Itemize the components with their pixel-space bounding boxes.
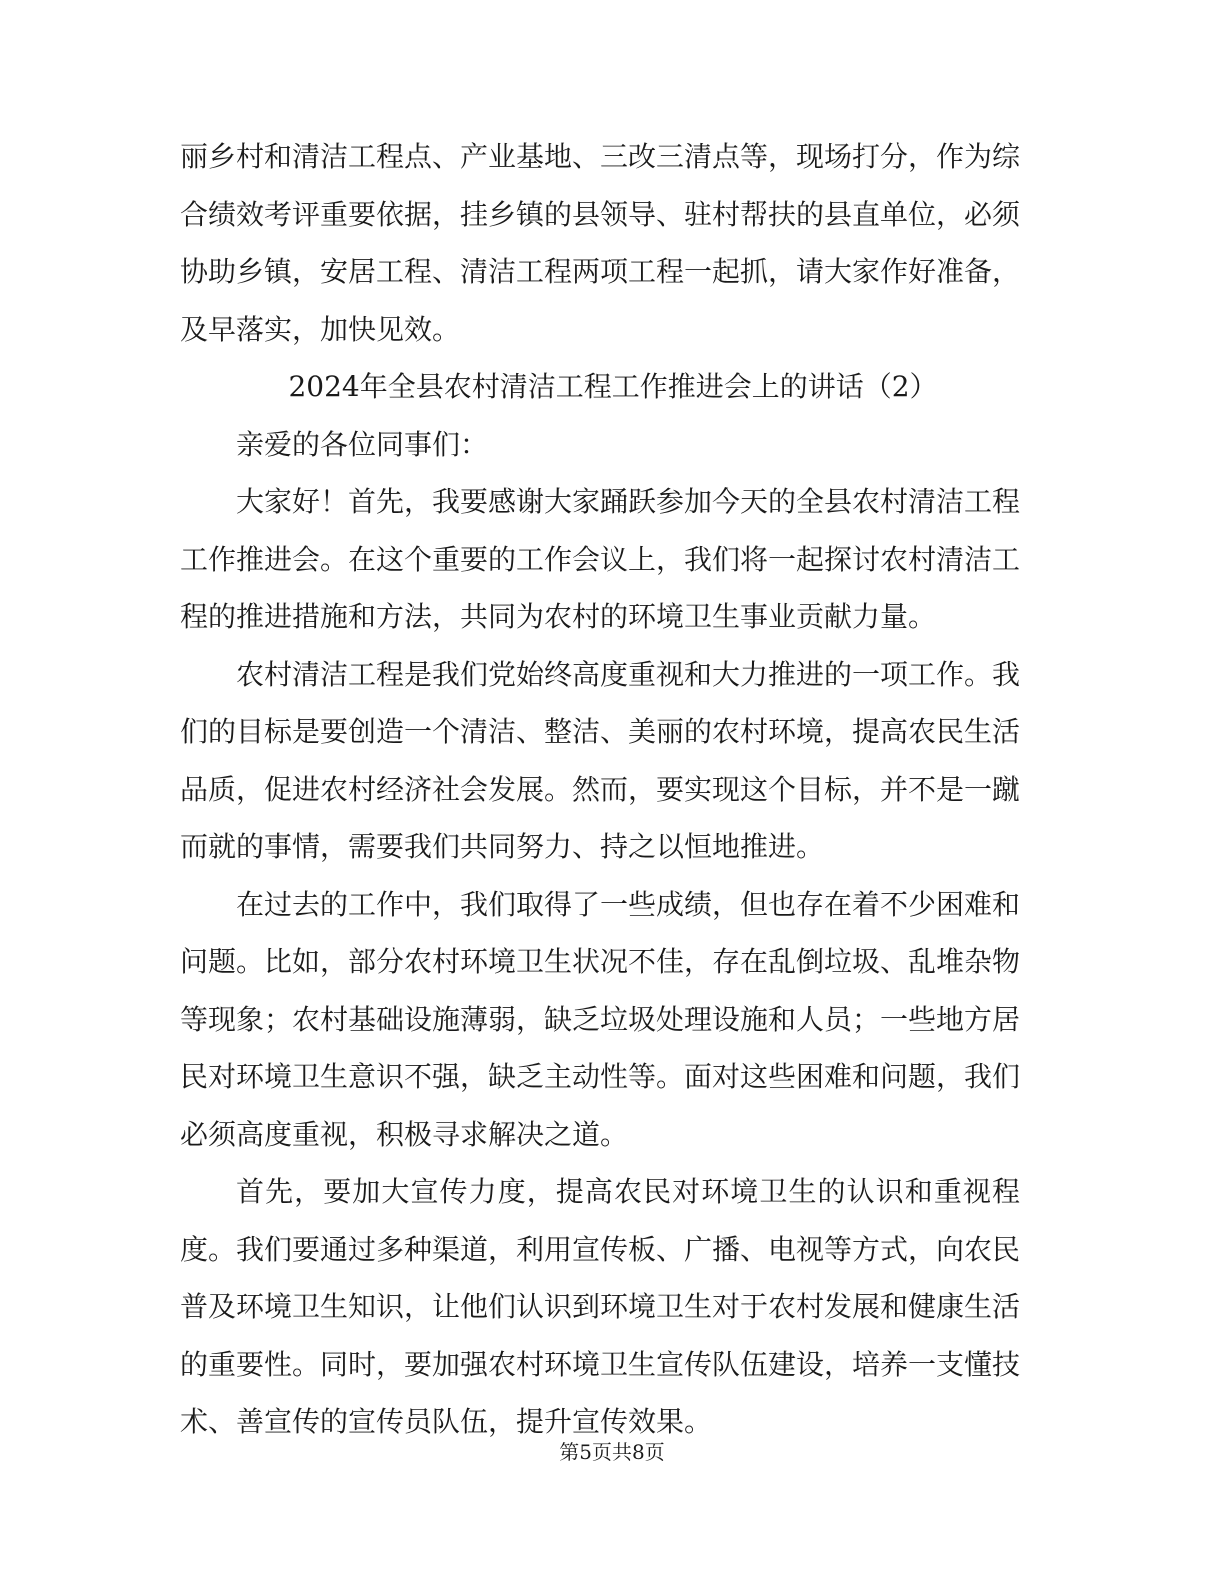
page-number-footer: 第5页共8页 xyxy=(559,1440,665,1464)
section-title: 2024年全县农村清洁工程工作推进会上的讲话（2） xyxy=(288,370,938,403)
salutation: 亲爱的各位同事们： xyxy=(236,427,489,461)
paragraph-continuation: 丽乡村和清洁工程点、产业基地、三改三清点等，现场打分，作为综合绩效考评重要依据，挂乡镇的县领导、驻村帮扶的县直单位，必须协助乡镇，安居工程、清洁工程两项工程一起抓，请大家作好准备，及早落实，加快见效。 xyxy=(180,140,1021,346)
paragraph-problems: 在过去的工作中，我们取得了一些成绩，但也存在着不少困难和问题。比如，部分农村环境卫生状况不佳，存在乱倒垃圾、乱堆杂物等现象；农村基础设施薄弱，缺乏垃圾处理设施和人员；一些地方居民对环境卫生意识不强，缺乏主动性等。面对这些困难和问题，我们必须高度重视，积极寻求解决之道。 xyxy=(180,887,1021,1151)
paragraph-greeting: 大家好！首先，我要感谢大家踊跃参加今天的全县农村清洁工程工作推进会。在这个重要的工作会议上，我们将一起探讨农村清洁工程的推进措施和方法，共同为农村的环境卫生事业贡献力量。 xyxy=(180,485,1021,633)
paragraph-publicity: 首先，要加大宣传力度，提高农民对环境卫生的认识和重视程度。我们要通过多种渠道，利用宣传板、广播、电视等方式，向农民普及环境卫生知识，让他们认识到环境卫生对于农村发展和健康生活的重要性。同时，要加强农村环境卫生宣传队伍建设，培养一支懂技术、善宣传的宣传员队伍，提升宣传效果。 xyxy=(180,1175,1021,1438)
paragraph-goal: 农村清洁工程是我们党始终高度重视和大力推进的一项工作。我们的目标是要创造一个清洁、整洁、美丽的农村环境，提高农民生活品质，促进农村经济社会发展。然而，要实现这个目标，并不是一蹴而就的事情，需要我们共同努力、持之以恒地推进。 xyxy=(180,657,1021,863)
document-body xyxy=(180,128,1020,1451)
